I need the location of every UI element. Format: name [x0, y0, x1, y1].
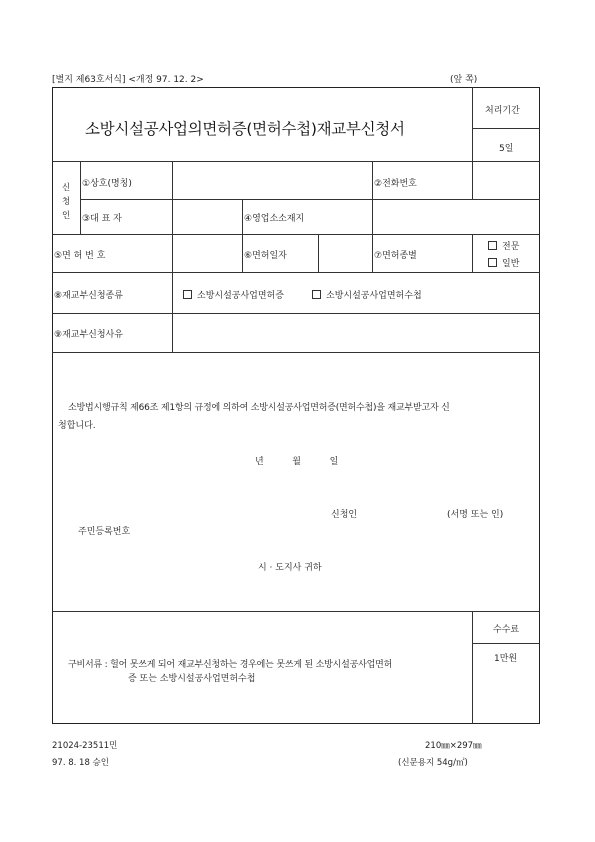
paper-type: (신문용지 54g/㎡) — [398, 758, 468, 768]
representative-field[interactable] — [174, 201, 240, 232]
form-reference: [별지 제63호서식] <개정 97. 12. 2> — [52, 75, 204, 85]
col-divider — [242, 199, 243, 272]
checkbox-icon — [183, 290, 192, 299]
row-divider — [80, 199, 540, 200]
trade-name-field[interactable] — [174, 163, 370, 197]
row-divider — [52, 161, 540, 162]
page-side-label: (앞 쪽) — [450, 75, 478, 85]
license-type-option-general[interactable]: 일반 — [488, 256, 519, 269]
required-documents-line2: 증 또는 소방시설공사업면허수첩 — [128, 674, 256, 684]
processing-period-label: 처리기간 — [485, 106, 520, 116]
reissue-option-booklet[interactable]: 소방시설공사업면허수첩 — [312, 288, 422, 301]
fee-divider — [472, 643, 540, 644]
checkbox-icon — [488, 258, 497, 267]
col-divider — [372, 161, 373, 199]
resident-number-label: 주민등록번호 — [78, 527, 131, 537]
phone-label: ②전화번호 — [374, 179, 417, 189]
license-type-option-specialist[interactable]: 전문 — [488, 239, 519, 252]
phone-field[interactable] — [474, 163, 538, 197]
applicant-section-char: 인 — [62, 211, 71, 221]
col-divider — [472, 234, 473, 272]
license-number-label: ⑤면 허 번 호 — [54, 251, 106, 261]
form-code: 21024-23511민 — [52, 741, 118, 751]
processing-divider — [472, 128, 540, 129]
office-address-field[interactable] — [374, 201, 538, 232]
paper-size: 210㎜×297㎜ — [425, 741, 482, 751]
license-date-label: ⑥면허일자 — [244, 251, 287, 261]
license-number-field[interactable] — [174, 236, 240, 270]
license-type-label: ⑦면허종별 — [374, 251, 417, 261]
representative-label: ③대 표 자 — [82, 214, 122, 224]
trade-name-label: ①상호(명칭) — [82, 179, 132, 189]
row-divider — [52, 272, 540, 273]
reissue-reason-label: ⑨재교부신청사유 — [54, 330, 123, 340]
col-divider — [372, 199, 373, 272]
reissue-kind-label: ⑧재교부신청종류 — [54, 291, 123, 301]
reissue-option-certificate[interactable]: 소방시설공사업면허증 — [183, 288, 284, 301]
required-documents-line1: 구비서류 : 헐어 못쓰게 되어 재교부신청하는 경우에는 못쓰게 된 소방시설공사업면허 — [68, 660, 393, 670]
checkbox-icon — [312, 290, 321, 299]
processing-period-value: 5일 — [499, 144, 514, 154]
applicant-signature-label: 신청인 — [331, 510, 358, 520]
row-divider — [52, 352, 540, 353]
row-divider — [52, 313, 540, 314]
office-address-label: ④영업소소재지 — [244, 214, 305, 224]
recipient-label: 시 · 도지사 귀하 — [258, 563, 322, 573]
signature-note: (서명 또는 인) — [447, 510, 504, 520]
label-col-divider — [172, 161, 173, 352]
approval-date: 97. 8. 18 승인 — [52, 758, 109, 768]
fee-label: 수수료 — [493, 625, 520, 635]
fee-value: 1만원 — [494, 654, 518, 664]
date-line: 년 월 일 — [255, 457, 339, 467]
statement-text-line2: 청합니다. — [58, 421, 96, 431]
applicant-section-char: 신 — [62, 183, 71, 193]
statement-text-line1: 소방법시행규칙 제66조 제1항의 규정에 의하여 소방시설공사업면허증(면허수첩)을 재교부받고자 신 — [68, 403, 450, 413]
row-divider — [52, 611, 540, 612]
col-divider — [318, 234, 319, 272]
checkbox-icon — [488, 241, 497, 250]
license-date-field[interactable] — [320, 236, 370, 270]
col-divider — [472, 161, 473, 199]
row-divider — [52, 234, 540, 235]
applicant-section-char: 청 — [62, 197, 71, 207]
form-title: 소방시설공사업의면허증(면허수첩)재교부신청서 — [85, 120, 405, 138]
title-divider — [472, 87, 473, 161]
fee-col-divider — [472, 611, 473, 724]
reissue-reason-field[interactable] — [174, 315, 538, 350]
applicant-col-divider — [80, 161, 81, 234]
